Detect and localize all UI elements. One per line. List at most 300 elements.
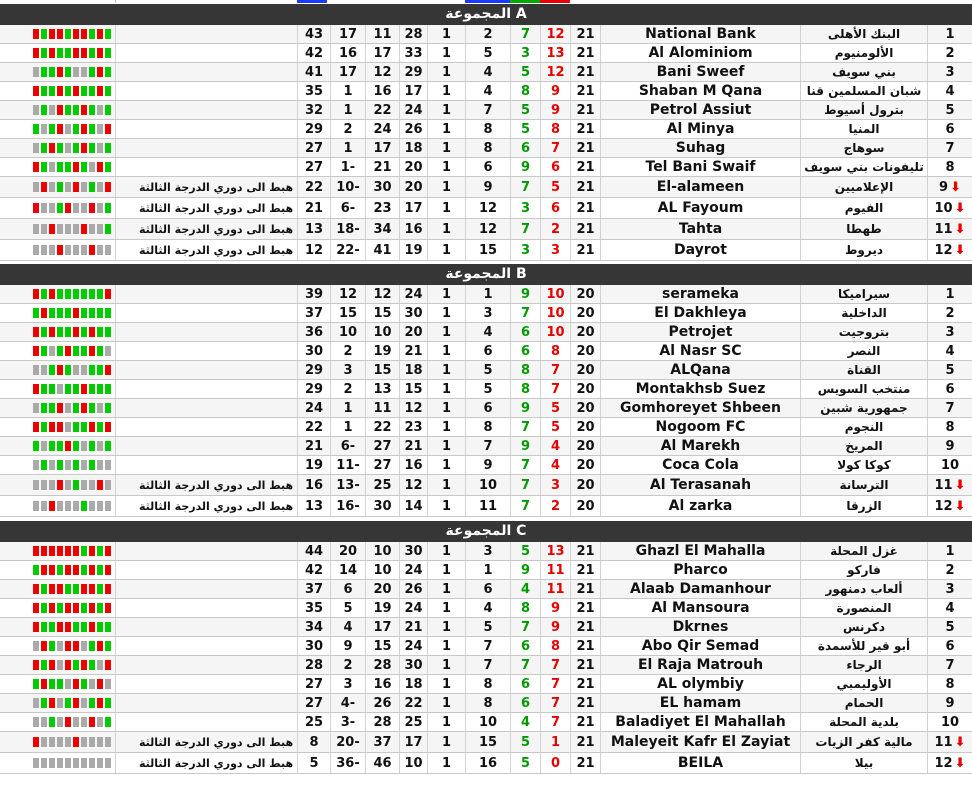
form-loss (65, 346, 71, 356)
relegation-note (115, 361, 297, 379)
team-name-ar[interactable]: ألعاب دمنهور (800, 580, 927, 598)
form-draw (89, 737, 95, 747)
team-name-ar[interactable]: الرجاء (800, 656, 927, 674)
team-name-ar[interactable]: أبو قير للأسمدة (800, 637, 927, 655)
team-name-en[interactable]: Tahta (600, 219, 800, 239)
team-name-ar[interactable]: شبان المسلمين قنا (800, 82, 927, 100)
team-name-en[interactable]: Dkrnes (600, 618, 800, 636)
table-row[interactable] (0, 753, 972, 774)
played-cell: 21 (570, 240, 600, 260)
team-name-ar[interactable]: النصر (800, 342, 927, 360)
lost-cell: 12 (540, 25, 570, 43)
team-name-ar[interactable]: المنصورة (800, 599, 927, 617)
form-loss (49, 143, 55, 153)
team-name-ar[interactable]: بني سويف (800, 63, 927, 81)
goals-for-cell: 23 (399, 418, 427, 436)
form-win (105, 698, 111, 708)
team-name-en[interactable]: Al Alominiom (600, 44, 800, 62)
team-name-ar[interactable]: جمهورية شبين (800, 399, 927, 417)
form-win (89, 105, 95, 115)
points-cell: 22 (297, 418, 330, 436)
relegation-note: هبط الى دوري الدرجة الثالثة (115, 198, 297, 218)
goal-difference-cell: 10- (330, 177, 365, 197)
penalty-cell: 1 (427, 399, 465, 417)
team-name-ar[interactable]: بترول أسيوط (800, 101, 927, 119)
drawn-cell: 2 (465, 25, 510, 43)
team-name-en[interactable]: Alaab Damanhour (600, 580, 800, 598)
drawn-cell: 1 (465, 561, 510, 579)
table-row[interactable] (0, 285, 972, 304)
points-cell: 22 (297, 177, 330, 197)
relegation-note (115, 599, 297, 617)
won-cell: 3 (510, 44, 540, 62)
team-name-en[interactable]: EL hamam (600, 694, 800, 712)
form-win (89, 124, 95, 134)
penalty-cell: 1 (427, 323, 465, 341)
team-name-ar[interactable]: الحمام (800, 694, 927, 712)
penalty-cell: 1 (427, 219, 465, 239)
team-name-ar[interactable]: بلدية المحلة (800, 713, 927, 731)
position-cell (927, 323, 972, 341)
form-win (57, 48, 63, 58)
position-number: 9 (945, 438, 955, 454)
team-name-ar[interactable]: فاركو (800, 561, 927, 579)
drawn-cell: 12 (465, 219, 510, 239)
form-draw (65, 679, 71, 689)
form-draw (33, 224, 39, 234)
table-row[interactable] (0, 101, 972, 120)
team-name-en[interactable]: Shaban M Qana (600, 82, 800, 100)
team-name-en[interactable]: Pharco (600, 561, 800, 579)
points-cell: 37 (297, 304, 330, 322)
form-win (105, 105, 111, 115)
form-draw (49, 245, 55, 255)
table-row[interactable] (0, 475, 972, 496)
form-win (81, 546, 87, 556)
team-name-ar[interactable]: الداخلية (800, 304, 927, 322)
form-loss (81, 143, 87, 153)
form-win (89, 48, 95, 58)
position-cell (927, 542, 972, 560)
form-win (73, 105, 79, 115)
table-row[interactable] (0, 637, 972, 656)
form-loss (33, 203, 39, 213)
form-guide (0, 101, 115, 119)
position-number: 7 (945, 400, 955, 416)
table-row[interactable] (0, 456, 972, 475)
form-loss (89, 546, 95, 556)
team-name-en[interactable]: Bani Sweef (600, 63, 800, 81)
team-name-en[interactable]: Al Minya (600, 120, 800, 138)
goals-for-cell: 14 (399, 496, 427, 516)
form-loss (33, 584, 39, 594)
table-row[interactable] (0, 323, 972, 342)
goals-against-cell: 11 (365, 399, 399, 417)
relegation-note: هبط الى دوري الدرجة الثالثة (115, 753, 297, 773)
position-number: 1 (945, 543, 955, 559)
form-loss (73, 48, 79, 58)
position-number: 7 (945, 140, 955, 156)
team-name-ar[interactable]: القناة (800, 361, 927, 379)
form-draw (33, 698, 39, 708)
form-draw (41, 501, 47, 511)
form-draw (49, 162, 55, 172)
penalty-cell: 1 (427, 496, 465, 516)
form-loss (81, 224, 87, 234)
goal-difference-cell: 6 (330, 580, 365, 598)
goals-against-cell: 26 (365, 694, 399, 712)
position-cell (927, 694, 972, 712)
form-guide (0, 496, 115, 516)
form-win (97, 565, 103, 575)
form-draw (89, 162, 95, 172)
goals-against-cell: 41 (365, 240, 399, 260)
group-header: المجموعة A (0, 4, 972, 25)
form-draw (41, 758, 47, 768)
played-cell: 21 (570, 25, 600, 43)
form-win (81, 622, 87, 632)
goals-for-cell: 24 (399, 599, 427, 617)
team-name-ar[interactable]: البنك الأهلى (800, 25, 927, 43)
team-name-en[interactable]: Gomhoreyet Shbeen (600, 399, 800, 417)
team-name-en[interactable]: Ghazl El Mahalla (600, 542, 800, 560)
table-row[interactable] (0, 240, 972, 261)
form-win (49, 717, 55, 727)
position-cell (927, 618, 972, 636)
team-name-en[interactable]: Al Mansoura (600, 599, 800, 617)
form-draw (41, 717, 47, 727)
position-cell (927, 561, 972, 579)
position-number: 3 (945, 581, 955, 597)
relegation-note (115, 542, 297, 560)
form-draw (97, 224, 103, 234)
form-win (97, 384, 103, 394)
form-draw (73, 501, 79, 511)
drawn-cell: 8 (465, 694, 510, 712)
form-draw (41, 124, 47, 134)
team-name-en[interactable]: Suhag (600, 139, 800, 157)
table-row[interactable] (0, 561, 972, 580)
played-cell: 21 (570, 158, 600, 176)
goals-for-cell: 17 (399, 82, 427, 100)
team-name-ar[interactable]: كوكا كولا (800, 456, 927, 474)
played-cell: 21 (570, 139, 600, 157)
form-loss (33, 327, 39, 337)
goals-for-cell: 20 (399, 177, 427, 197)
won-cell: 6 (510, 342, 540, 360)
won-cell: 3 (510, 198, 540, 218)
table-row[interactable] (0, 399, 972, 418)
position-cell (927, 713, 972, 731)
team-name-ar[interactable]: سوهاج (800, 139, 927, 157)
form-win (41, 346, 47, 356)
form-loss (73, 162, 79, 172)
relegation-note (115, 158, 297, 176)
won-cell: 5 (510, 732, 540, 752)
position-number: 9 (939, 179, 949, 195)
form-loss (33, 737, 39, 747)
form-draw (57, 717, 63, 727)
table-row[interactable] (0, 82, 972, 101)
table-row[interactable] (0, 219, 972, 240)
team-name-ar[interactable]: مالية كفر الزيات (800, 732, 927, 752)
team-name-en[interactable]: El Dakhleya (600, 304, 800, 322)
table-row[interactable] (0, 25, 972, 44)
goals-against-cell: 34 (365, 219, 399, 239)
team-name-en[interactable]: Al Nasr SC (600, 342, 800, 360)
penalty-cell: 1 (427, 44, 465, 62)
table-row[interactable] (0, 618, 972, 637)
form-win (81, 162, 87, 172)
position-number: 5 (945, 102, 955, 118)
form-draw (49, 758, 55, 768)
table-row[interactable] (0, 732, 972, 753)
form-loss (81, 105, 87, 115)
table-row[interactable] (0, 139, 972, 158)
team-name-ar[interactable]: بيلا (800, 753, 927, 773)
form-guide (0, 177, 115, 197)
goal-difference-cell: 11- (330, 456, 365, 474)
relegation-note (115, 399, 297, 417)
won-cell: 6 (510, 323, 540, 341)
form-win (89, 182, 95, 192)
form-draw (65, 182, 71, 192)
form-loss (73, 86, 79, 96)
goals-against-cell: 10 (365, 542, 399, 560)
team-name-ar[interactable]: بتروجيت (800, 323, 927, 341)
team-name-ar[interactable]: غزل المحلة (800, 542, 927, 560)
form-win (89, 403, 95, 413)
team-name-ar[interactable]: المريخ (800, 437, 927, 455)
points-cell: 21 (297, 198, 330, 218)
team-name-en[interactable]: serameka (600, 285, 800, 303)
form-loss (33, 48, 39, 58)
form-draw (41, 737, 47, 747)
team-name-ar[interactable]: منتخب السويس (800, 380, 927, 398)
penalty-cell: 1 (427, 694, 465, 712)
table-row[interactable] (0, 120, 972, 139)
penalty-cell: 1 (427, 418, 465, 436)
penalty-cell: 1 (427, 82, 465, 100)
form-guide (0, 323, 115, 341)
form-loss (73, 565, 79, 575)
team-name-ar[interactable]: الزرقا (800, 496, 927, 516)
team-name-en[interactable]: Al Marekh (600, 437, 800, 455)
team-name-en[interactable]: Abo Qir Semad (600, 637, 800, 655)
points-cell: 42 (297, 561, 330, 579)
form-loss (49, 29, 55, 39)
penalty-cell: 1 (427, 618, 465, 636)
team-name-en[interactable]: ALQana (600, 361, 800, 379)
form-draw (41, 480, 47, 490)
won-cell: 9 (510, 561, 540, 579)
table-row[interactable] (0, 63, 972, 82)
form-win (65, 365, 71, 375)
goal-difference-cell: 10 (330, 323, 365, 341)
won-cell: 7 (510, 25, 540, 43)
table-row[interactable] (0, 496, 972, 517)
form-win (89, 29, 95, 39)
team-name-en[interactable]: Baladiyet El Mahallah (600, 713, 800, 731)
team-name-en[interactable]: Montakhsb Suez (600, 380, 800, 398)
form-loss (89, 565, 95, 575)
goal-difference-cell: 4- (330, 694, 365, 712)
form-win (105, 86, 111, 96)
form-draw (65, 480, 71, 490)
team-name-ar[interactable]: ديروط (800, 240, 927, 260)
form-loss (49, 660, 55, 670)
form-win (41, 660, 47, 670)
team-name-ar[interactable]: الفيوم (800, 198, 927, 218)
relegation-note (115, 675, 297, 693)
team-name-ar[interactable]: المنيا (800, 120, 927, 138)
form-win (105, 308, 111, 318)
form-loss (105, 565, 111, 575)
drawn-cell: 4 (465, 63, 510, 81)
form-win (81, 289, 87, 299)
form-draw (33, 403, 39, 413)
lost-cell: 6 (540, 158, 570, 176)
team-name-ar[interactable]: الترسانة (800, 475, 927, 495)
form-loss (73, 641, 79, 651)
form-win (57, 308, 63, 318)
goals-for-cell: 21 (399, 437, 427, 455)
table-row[interactable] (0, 418, 972, 437)
team-name-en[interactable]: Maleyeit Kafr El Zayiat (600, 732, 800, 752)
table-row[interactable] (0, 713, 972, 732)
team-name-en[interactable]: Tel Bani Swaif (600, 158, 800, 176)
drawn-cell: 10 (465, 475, 510, 495)
strip-blue (465, 0, 510, 3)
form-guide (0, 120, 115, 138)
form-draw (105, 758, 111, 768)
table-row[interactable] (0, 656, 972, 675)
team-name-ar[interactable]: طهطا (800, 219, 927, 239)
table-row[interactable] (0, 158, 972, 177)
team-name-en[interactable]: Nogoom FC (600, 418, 800, 436)
goal-difference-cell: 18- (330, 219, 365, 239)
table-row[interactable] (0, 198, 972, 219)
form-win (41, 403, 47, 413)
team-name-en[interactable]: AL olymbiy (600, 675, 800, 693)
table-row[interactable] (0, 599, 972, 618)
form-win (105, 384, 111, 394)
form-win (57, 182, 63, 192)
table-row[interactable] (0, 380, 972, 399)
team-name-ar[interactable]: دكرنس (800, 618, 927, 636)
form-win (105, 622, 111, 632)
table-row[interactable] (0, 694, 972, 713)
penalty-cell: 1 (427, 637, 465, 655)
table-row[interactable] (0, 437, 972, 456)
team-name-en[interactable]: National Bank (600, 25, 800, 43)
goals-for-cell: 12 (399, 475, 427, 495)
form-win (41, 289, 47, 299)
team-name-en[interactable]: Coca Cola (600, 456, 800, 474)
goal-difference-cell: 5 (330, 599, 365, 617)
played-cell: 21 (570, 732, 600, 752)
table-row[interactable] (0, 361, 972, 380)
form-draw (65, 245, 71, 255)
form-draw (33, 641, 39, 651)
form-loss (57, 480, 63, 490)
form-draw (81, 698, 87, 708)
goals-against-cell: 17 (365, 139, 399, 157)
team-name-en[interactable]: El Raja Matrouh (600, 656, 800, 674)
table-row[interactable] (0, 304, 972, 323)
form-draw (89, 480, 95, 490)
position-number: 6 (945, 121, 955, 137)
relegation-note: هبط الى دوري الدرجة الثالثة (115, 177, 297, 197)
team-name-en[interactable]: Al zarka (600, 496, 800, 516)
position-cell (927, 219, 972, 239)
form-loss (105, 289, 111, 299)
form-draw (33, 245, 39, 255)
goal-difference-cell: 13- (330, 475, 365, 495)
form-loss (105, 182, 111, 192)
team-name-en[interactable]: BEILA (600, 753, 800, 773)
won-cell: 7 (510, 475, 540, 495)
team-name-en[interactable]: El-alameen (600, 177, 800, 197)
team-name-en[interactable]: AL Fayoum (600, 198, 800, 218)
table-row[interactable] (0, 542, 972, 561)
team-name-ar[interactable]: سيراميكا (800, 285, 927, 303)
form-win (73, 422, 79, 432)
form-loss (97, 480, 103, 490)
form-win (57, 603, 63, 613)
points-cell: 19 (297, 456, 330, 474)
form-loss (97, 162, 103, 172)
table-row[interactable] (0, 580, 972, 599)
team-name-en[interactable]: Petrojet (600, 323, 800, 341)
form-draw (73, 365, 79, 375)
team-name-ar[interactable]: النجوم (800, 418, 927, 436)
form-win (41, 622, 47, 632)
position-cell (927, 361, 972, 379)
lost-cell: 12 (540, 63, 570, 81)
form-loss (57, 245, 63, 255)
points-cell: 28 (297, 656, 330, 674)
won-cell: 9 (510, 158, 540, 176)
team-name-en[interactable]: Petrol Assiut (600, 101, 800, 119)
points-cell: 13 (297, 496, 330, 516)
lost-cell: 9 (540, 82, 570, 100)
position-cell (927, 82, 972, 100)
points-cell: 29 (297, 361, 330, 379)
table-row[interactable] (0, 342, 972, 361)
team-name-en[interactable]: Al Terasanah (600, 475, 800, 495)
team-name-en[interactable]: Dayrot (600, 240, 800, 260)
team-name-ar[interactable]: الأوليمبي (800, 675, 927, 693)
won-cell: 8 (510, 361, 540, 379)
table-row[interactable] (0, 177, 972, 198)
team-name-ar[interactable]: الإعلاميين (800, 177, 927, 197)
table-row[interactable] (0, 675, 972, 694)
drawn-cell: 7 (465, 437, 510, 455)
team-name-ar[interactable]: الألومنيوم (800, 44, 927, 62)
team-name-ar[interactable]: تليفونات بني سويف (800, 158, 927, 176)
relegation-note (115, 101, 297, 119)
form-loss (33, 162, 39, 172)
position-number: 1 (945, 26, 955, 42)
relegation-note (115, 561, 297, 579)
won-cell: 5 (510, 120, 540, 138)
form-win (57, 143, 63, 153)
form-win (89, 641, 95, 651)
table-row[interactable] (0, 44, 972, 63)
form-draw (97, 501, 103, 511)
form-win (73, 460, 79, 470)
